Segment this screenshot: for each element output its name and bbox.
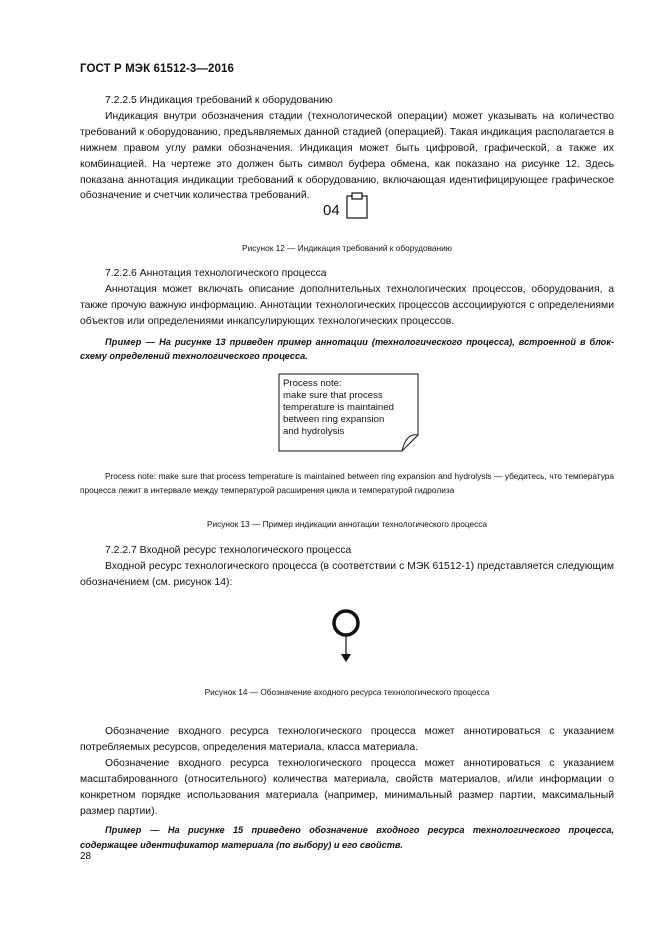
- section-7-2-2-5: [80, 93, 614, 204]
- section-body: Аннотация может включать описание дополнительных технологических процессов, оборудования, а также прочую важную информацию. Аннотации технологических процессов ассоциируются с определениями объектов или определениями инкапсулирующих технологических процессов.: [80, 283, 614, 327]
- requirement-counter: 04: [323, 202, 340, 219]
- note-line: and hydrolysis: [283, 426, 345, 437]
- section-heading: 7.2.2.5 Индикация требований к оборудованию: [105, 95, 333, 106]
- example-note: [80, 823, 614, 852]
- input-resource-symbol: [330, 605, 362, 665]
- section-heading: 7.2.2.6 Аннотация технологического процесса: [105, 268, 327, 279]
- note-line: between ring expansion: [283, 414, 385, 425]
- example-text: На рисунке 15 приведено обозначение входного ресурса технологического процесса, содержащее идентификатор материала (по выбору) и его свойств.: [80, 825, 614, 850]
- figure-13-caption: Рисунок 13 — Пример индикации аннотации технологического процесса: [206, 519, 488, 529]
- document-header: ГОСТ Р МЭК 61512-3—2016: [80, 63, 234, 75]
- figure-14-caption: Рисунок 14 — Обозначение входного ресурса технологического процесса: [204, 687, 490, 697]
- figure-13-translation: Process note: make sure that process temperature is maintained between ring expansion and hydrolysis — убедитесь, что температура процесса лежит в интервале между температурой расширения цикла и температурой гидролиза: [80, 471, 614, 495]
- page-number: 28: [80, 851, 92, 862]
- section-7-2-2-6: [80, 266, 614, 363]
- example-label: Пример —: [105, 336, 156, 347]
- process-note-text: [283, 378, 413, 438]
- clipboard-icon: [345, 192, 369, 220]
- section-heading: 7.2.2.7 Входной ресурс технологического процесса: [105, 545, 352, 556]
- section-7-2-2-7: [80, 543, 614, 591]
- section-body: Входной ресурс технологического процесса (в соответствии с МЭК 61512-1) представляется следующим обозначением (см. рисунок 14):: [80, 560, 614, 588]
- input-resource-annotation-text: [80, 724, 614, 852]
- example-text: На рисунке 13 приведен пример аннотации (технологического процесса), встроенной в блок-схему определений технологического процесса.: [80, 336, 614, 362]
- paragraph: Обозначение входного ресурса технологического процесса может аннотироваться с указанием масштабированного (относительного) количества материала, свойств материалов, и/или информации о конкретном порядке использования материала (например, минимальный размер партии, максимальный размер партии).: [80, 757, 614, 817]
- note-line: make sure that process: [283, 390, 383, 401]
- note-line: Process note:: [283, 378, 342, 389]
- figure-12-caption: Рисунок 12 — Индикация требований к оборудованию: [242, 243, 452, 253]
- example-label: Пример —: [105, 825, 160, 836]
- figure-12: [323, 192, 383, 224]
- section-body: Индикация внутри обозначения стадии (технологической операции) может указывать на количество требований к оборудованию, предъявляемых данной стадией (операцией). Такая индикация располагается в нижнем правом углу рамки обозначения. Индикация может быть цифровой, графической, а также их комбинацией. На чертеже это должен быть символ буфера обмена, как показано на рисунке 12. Здесь показана аннотация индикации требований к оборудованию, включающая идентифицирующее графическое обозначение и счетчик количества требований.: [80, 110, 614, 202]
- example-note: [80, 335, 614, 364]
- paragraph: Обозначение входного ресурса технологического процесса может аннотироваться с указанием потребляемых ресурсов, определения материала, класса материала.: [80, 726, 614, 753]
- note-line: temperature is maintained: [283, 402, 394, 413]
